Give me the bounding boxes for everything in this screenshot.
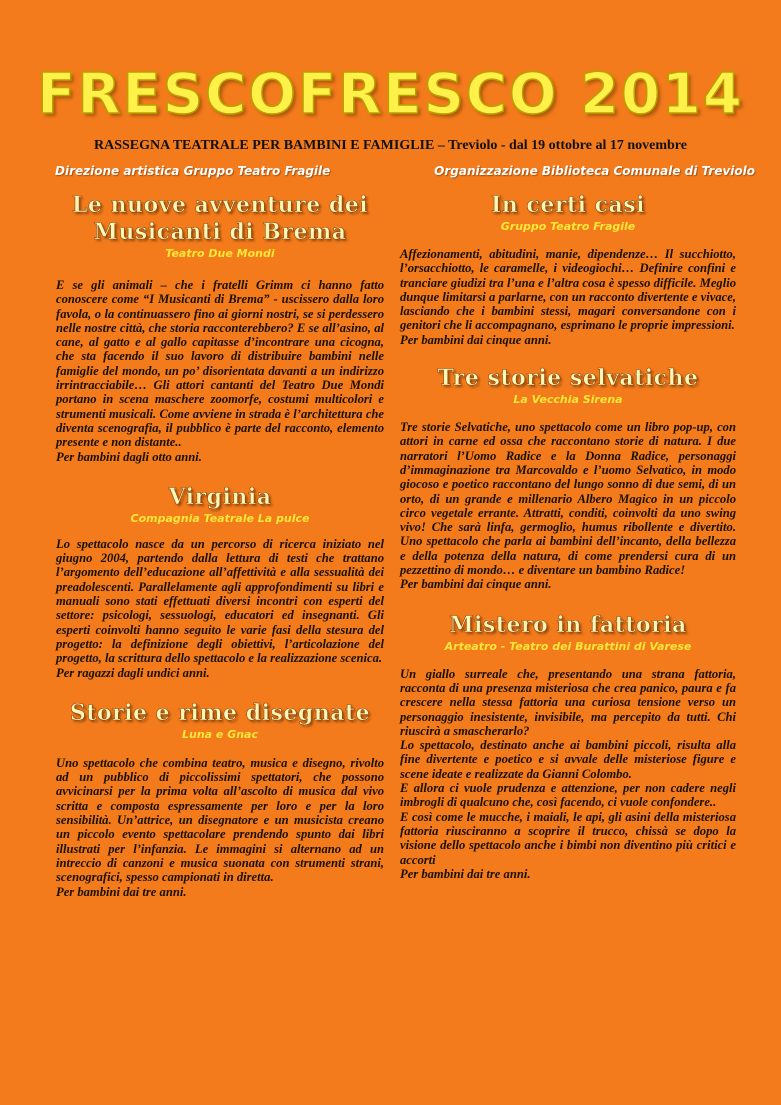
show-title: Mistero in fattoria — [449, 611, 687, 638]
show-age: Per bambini dai cinque anni. — [400, 577, 552, 592]
show-description — [56, 756, 384, 885]
show-storie-e-rime — [56, 700, 384, 899]
description-paragraph: Un giallo surreale che, presentando una strana fattoria, racconta di una presenza misteriosa che crea panico, paura e fa crescere nella stessa fattoria una curiosa tensione verso un personaggio inesistente, invisibile, ma percepito da tutti. Chi riuscirà a smascherarlo? — [400, 666, 736, 738]
show-age: Per ragazzi dagli undici anni. — [56, 665, 210, 680]
left-column — [56, 192, 384, 899]
show-age: Per bambini dai tre anni. — [400, 866, 531, 881]
show-age: Per bambini dai tre anni. — [56, 884, 187, 899]
show-description — [400, 247, 736, 333]
show-description — [56, 278, 384, 450]
description-paragraph: E allora ci vuole prudenza e attenzione, per non cadere negli imbrogli di qualcuno che, così facendo, ci vuole confondere.. — [400, 781, 736, 810]
show-company: Compagnia Teatrale La pulce — [130, 511, 310, 525]
show-company: Luna e Gnac — [181, 727, 259, 741]
show-virginia — [56, 484, 384, 680]
description-text: E se gli animali – che i fratelli Grimm ci hanno fatto conoscere come “I Musicanti di Brema” - uscissero dalla loro favola, o la continuassero fino ai giorni nostri, se si perdessero nelle nostre città, che storia racconterebbero? E se all’asino, al cane, al gatto e al gallo capitasse d’incontrare una cicogna, che sta facendo il suo lavoro di distribuire bambini nelle famiglie del mondo, un po’ disorientata davanti a un indirizzo irrintracciabile… Gli attori cantanti del Teatro Due Mondi portano in scena maschere zoomorfe, costumi multicolori e strumenti musicali. Come avviene in strada è l’architettura che diventa scenografia, il pubblico è parte del racconto, elemento presente e non distante.. — [56, 278, 384, 450]
show-title: Le nuove avventure dei Musicanti di Brema — [71, 192, 369, 245]
description-text: Lo spettacolo nasce da un percorso di ricerca iniziato nel giugno 2004, partendo dalla lettura di testi che trattano l’argomento dell’educazione all’affettività e alla sessualità dei preadolescenti. Parallelamente agli approfondimenti su libri e manuali sono stati effettuati diversi incontri con esperti del settore: psicologi, sessuologi, educatori ed insegnanti. Gli esperti coinvolti hanno seguito le varie fasi della stesura del progetto: la definizione degli obiettivi, l’articolazione del progetto, la scrittura dello spettacolo e la realizzazione scenica. — [56, 536, 384, 666]
show-title: Virginia — [168, 483, 272, 510]
show-title: Tre storie selvatiche — [437, 365, 699, 392]
show-mistero-in-fattoria — [400, 612, 736, 881]
description-paragraph: E così come le mucche, i maiali, le api, gli asini della misteriosa fattoria riusciranno a scoprire il trucco, chissà se dopo la visione dello spettacolo anche i bimbi non diventino più critici e accorti — [400, 809, 736, 867]
poster-subtitle: RASSEGNA TEATRALE PER BAMBINI E FAMIGLIE – Treviolo - dal 19 ottobre al 17 novembre — [94, 138, 687, 153]
description-text: Tre storie Selvatiche, uno spettacolo come un libro pop-up, con attori in carne ed ossa che raccontano storie di natura. I due narratori l’Uomo Radice e la Donna Radice, personaggi d’immaginazione tra Marcovaldo e l’uomo Selvatico, in modo giocoso e poetico raccontano del lungo sonno di due semi, di un orto, di un grande e millenario Albero Magico in un piccolo circo vegetale errante. Attratti, conditi, coinvolti da uno swing vivo! Che sarà linfa, germoglio, humus ribollente e divertito. Uno spettacolo che parla ai bambini dell’incanto, della bellezza e della potenza della natura, di come prendersi cura di un pezzettino di mondo… e diventare un bambino Radice! — [400, 420, 736, 578]
show-company: La Vecchia Sirena — [513, 393, 623, 407]
description-text: Affezionamenti, abitudini, manie, dipendenze… Il succhiotto, l’orsacchiotto, le caramelle, i videogiochi… Definire confini e tranciare giudizi tra l’una e l’altra cosa è spesso difficile. Meglio dunque limitarsi a parlarne, con un racconto divertente e vivace, lasciando che i bambini stessi, magari conversandone con i genitori che li accompagnano, esprimano le proprie impressioni. — [400, 247, 736, 333]
show-in-certi-casi — [400, 192, 736, 347]
show-tre-storie-selvatiche — [400, 365, 736, 592]
show-description — [400, 667, 736, 867]
show-description — [400, 420, 736, 577]
poster-title: FRESCOFRESCO 2014 — [37, 62, 744, 127]
show-company: Teatro Due Mondi — [165, 247, 275, 260]
organization: Organizzazione Biblioteca Comunale di Treviolo — [434, 164, 755, 178]
show-title: In certi casi — [490, 192, 645, 218]
description-text: Uno spettacolo che combina teatro, musica e disegno, rivolto ad un pubblico di piccolissimi spettatori, che possono avvicinarsi per la prima volta all’ascolto di musica dal vivo scritta e composta espressamente per loro e per la loro sensibilità. Un’attrice, un disegnatore e un musicista creano un piccolo evento spettacolare prendendo spunto dai libri illustrati per l’infanzia. Le immagini si alternano ad un intreccio di canzoni e musica suonata con strumenti strani, scenografici, spesso campionati in diretta. — [56, 755, 384, 885]
show-description — [56, 537, 384, 666]
credits-line — [55, 164, 755, 178]
show-company: Arteatro - Teatro dei Burattini di Varese — [444, 639, 692, 653]
description-paragraph: Lo spettacolo, destinato anche ai bambini piccoli, risulta alla fine divertente e poetico e si avvale delle misteriose figure e scene ideate e realizzate da Gianni Colombo. — [400, 738, 736, 781]
show-title: Storie e rime disegnate — [69, 699, 371, 726]
show-musicanti-di-brema — [56, 192, 384, 464]
artistic-direction: Direzione artistica Gruppo Teatro Fragile — [55, 164, 331, 178]
right-column — [400, 192, 736, 881]
show-company: Gruppo Teatro Fragile — [500, 220, 636, 233]
show-age: Per bambini dai cinque anni. — [400, 332, 552, 347]
show-age: Per bambini dagli otto anni. — [56, 449, 202, 464]
